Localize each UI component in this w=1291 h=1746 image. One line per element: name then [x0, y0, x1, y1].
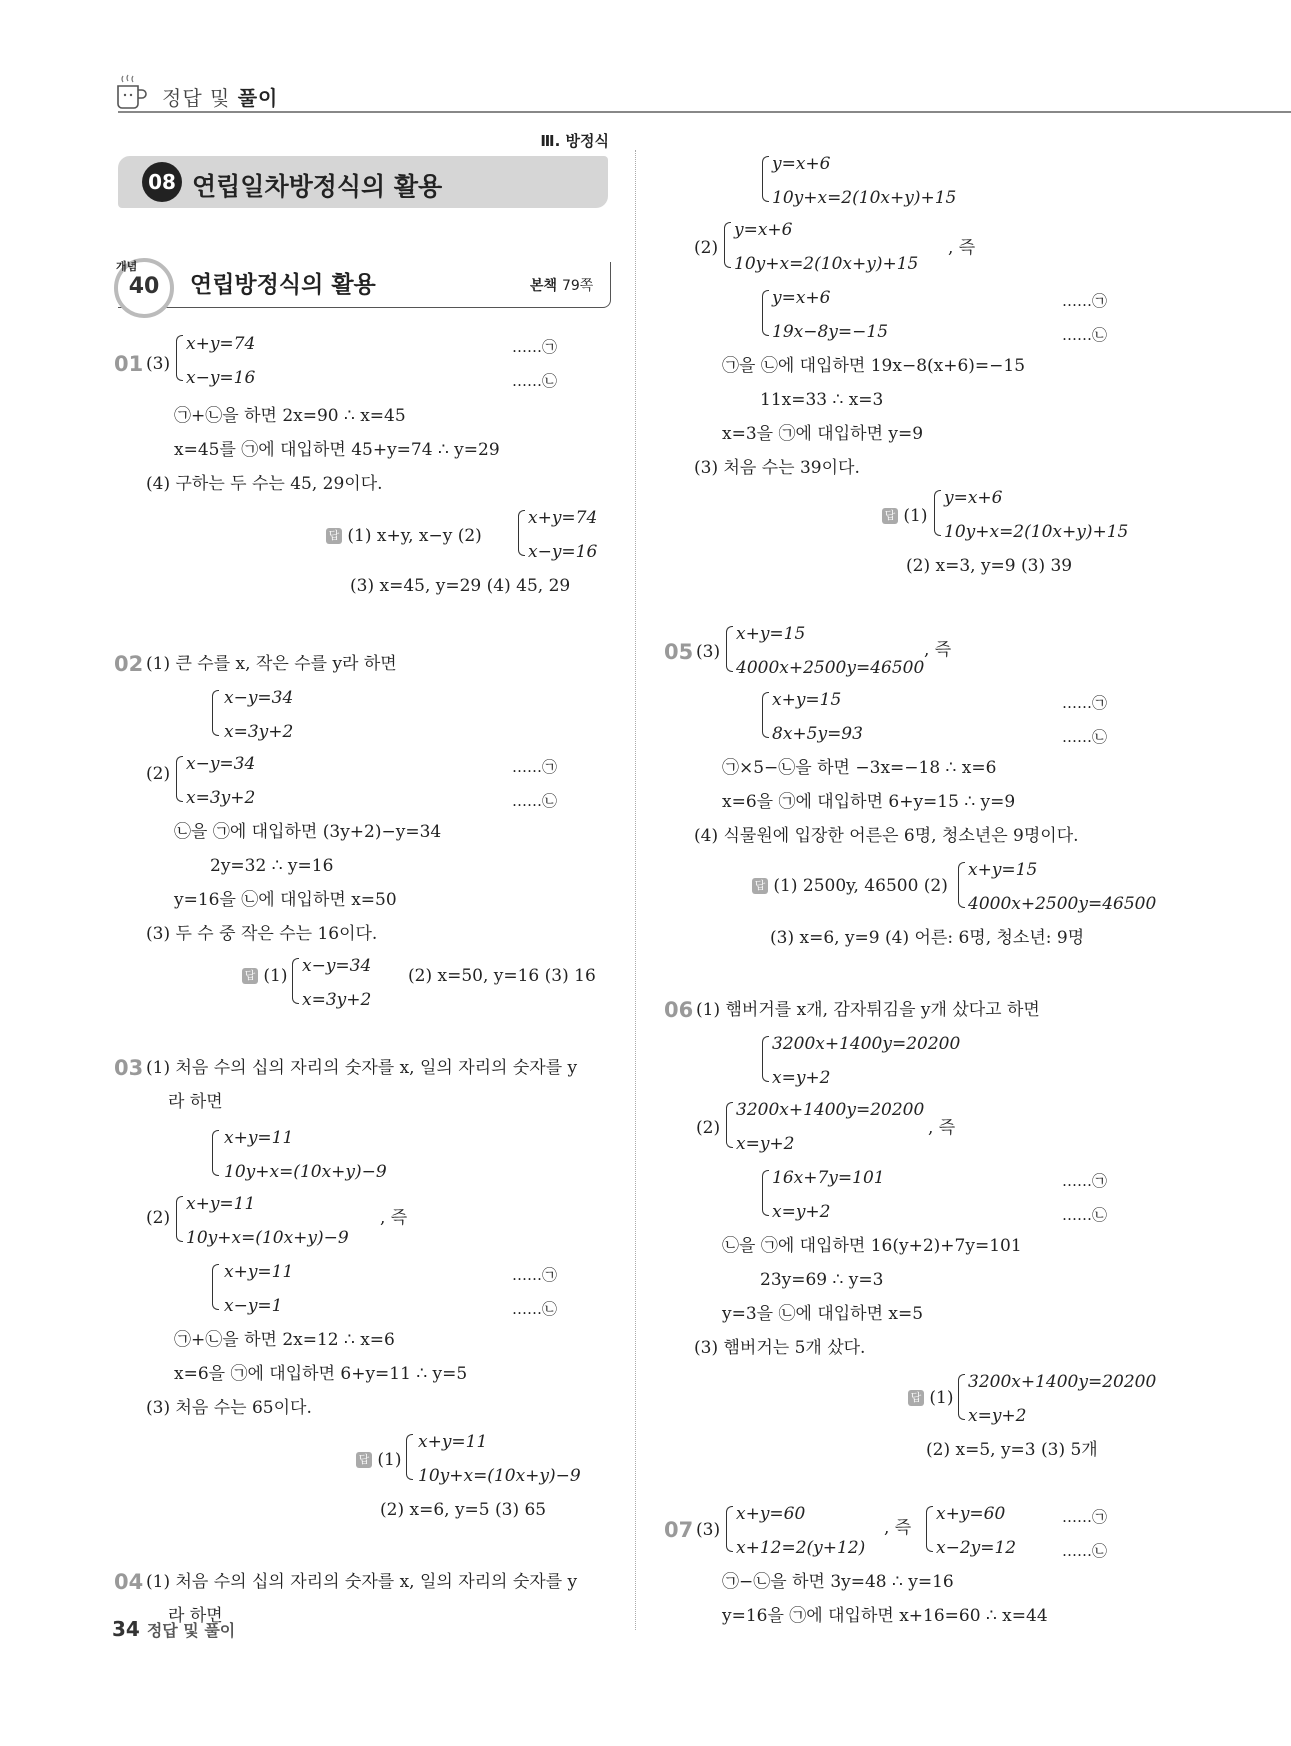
brace: [724, 222, 731, 268]
question-number: 03: [114, 1056, 144, 1080]
q04-eq: 19x−8y=−15: [772, 322, 889, 342]
q06-then: , 즉: [928, 1118, 956, 1138]
q06-answer: [908, 1388, 954, 1408]
q03-answer: [356, 1450, 402, 1470]
q03-line: 라 하면: [168, 1092, 223, 1112]
unit-label: Ⅲ. 방정식: [540, 132, 609, 150]
q02-eq: x=3y+2: [224, 722, 294, 742]
concept-page-ref: [530, 275, 593, 295]
header-title-b: 풀이: [237, 86, 279, 110]
q05-line: ㉠×5−㉡을 하면 −3x=−18 ∴ x=6: [722, 758, 997, 778]
page-footer: [112, 1617, 235, 1641]
tag-a: ……㉠: [512, 758, 558, 776]
brace: [726, 626, 733, 672]
q06-line: y=3을 ㉡에 대입하면 x=5: [722, 1304, 924, 1324]
q02-line: (3) 두 수 중 작은 수는 16이다.: [146, 924, 378, 944]
q02-line: y=16을 ㉡에 대입하면 x=50: [174, 890, 397, 910]
q02-eq: x=3y+2: [186, 788, 256, 808]
tag-b: ……㉡: [1062, 1542, 1108, 1560]
q06-eq: 3200x+1400y=20200: [736, 1100, 925, 1120]
q03-line: ㉠+㉡을 하면 2x=12 ∴ x=6: [174, 1330, 395, 1350]
q04-line: 라 하면: [168, 1606, 223, 1626]
q06-eq: 3200x+1400y=20200: [772, 1034, 961, 1054]
question-number: 02: [114, 652, 144, 676]
brace: [934, 490, 941, 536]
q04-answer-eq: 10y+x=2(10x+y)+15: [944, 522, 1129, 542]
question-number: 05: [664, 640, 694, 664]
brace: [762, 1170, 769, 1216]
q07-eq: x−2y=12: [936, 1538, 1017, 1558]
brace: [212, 690, 219, 736]
brace: [176, 756, 183, 802]
q06-answer-eq: x=y+2: [968, 1406, 1027, 1426]
brace: [762, 156, 769, 202]
q02-answer-a: (1): [263, 966, 288, 986]
q04-line: (1) 처음 수의 십의 자리의 숫자를 x, 일의 자리의 숫자를 y: [146, 1572, 578, 1592]
q07-eq: x+y=60: [936, 1504, 1006, 1524]
q01-line: ㉠+㉡을 하면 2x=90 ∴ x=45: [174, 406, 406, 426]
brace: [212, 1264, 219, 1310]
tag-a: ……㉠: [512, 338, 558, 356]
header-title-a: 정답 및: [162, 86, 238, 110]
q05-eq: x+y=15: [772, 690, 842, 710]
q03-eq: 10y+x=(10x+y)−9: [186, 1228, 349, 1248]
brace: [958, 862, 965, 908]
q01-eq2: x−y=16: [186, 368, 256, 388]
q01-answer-eq2: x−y=16: [528, 542, 598, 562]
q02-answer: [242, 966, 288, 986]
q03-line: (3) 처음 수는 65이다.: [146, 1398, 312, 1418]
q04-then: , 즉: [948, 238, 976, 258]
q02-line: 2y=32 ∴ y=16: [210, 856, 334, 876]
tag-b: ……㉡: [1062, 326, 1108, 344]
q03-eq: 10y+x=(10x+y)−9: [224, 1162, 387, 1182]
brace: [518, 510, 525, 556]
footer-text: 정답 및 풀이: [146, 1621, 236, 1640]
q03-then: , 즉: [380, 1208, 408, 1228]
q06-line: (1) 햄버거를 x개, 감자튀김을 y개 샀다고 하면: [696, 1000, 1040, 1020]
q04-answer-a: (1): [903, 506, 928, 526]
q06-line: ㉡을 ㉠에 대입하면 16(y+2)+7y=101: [722, 1236, 1022, 1256]
q06-answer-2: (2) x=5, y=3 (3) 5개: [926, 1440, 1098, 1460]
q07-part3: (3): [696, 1520, 721, 1540]
q03-line: x=6을 ㉠에 대입하면 6+y=11 ∴ y=5: [174, 1364, 468, 1384]
q01-line: (4) 구하는 두 수는 45, 29이다.: [146, 474, 383, 494]
q05-then: , 즉: [924, 640, 952, 660]
answer-icon: 답: [908, 1390, 924, 1406]
answer-icon: 답: [882, 508, 898, 524]
brace: [292, 958, 299, 1004]
question-number: 04: [114, 1570, 144, 1594]
concept-ref-a: 본책: [530, 278, 562, 294]
q03-answer-eq: x+y=11: [418, 1432, 488, 1452]
q03-eq: x+y=11: [224, 1128, 294, 1148]
header-title: [162, 82, 278, 111]
q04-answer-eq: y=x+6: [944, 488, 1003, 508]
tag-b: ……㉡: [1062, 728, 1108, 746]
brace: [926, 1506, 933, 1552]
q04-eq: 10y+x=2(10x+y)+15: [772, 188, 957, 208]
q03-eq: x+y=11: [224, 1262, 294, 1282]
question-number: 01: [114, 352, 144, 376]
tag-b: ……㉡: [512, 1300, 558, 1318]
q03-answer-eq: 10y+x=(10x+y)−9: [418, 1466, 581, 1486]
q04-eq: y=x+6: [734, 220, 793, 240]
brace: [762, 1036, 769, 1082]
q06-eq: x=y+2: [736, 1134, 795, 1154]
tag-a: ……㉠: [512, 1266, 558, 1284]
question-number: 07: [664, 1518, 694, 1542]
q05-answer-eq: x+y=15: [968, 860, 1038, 880]
brace: [176, 1196, 183, 1242]
q02-line: ㉡을 ㉠에 대입하면 (3y+2)−y=34: [174, 822, 442, 842]
q03-answer-a: (1): [377, 1450, 402, 1470]
chapter-banner: [118, 156, 608, 208]
q01-answer: [326, 526, 482, 546]
brace: [726, 1102, 733, 1148]
q04-eq: y=x+6: [772, 288, 831, 308]
brace: [406, 1434, 413, 1480]
concept-ref-b: 79쪽: [561, 278, 594, 294]
q06-eq: 16x+7y=101: [772, 1168, 885, 1188]
q05-line: (4) 식물원에 입장한 어른은 6명, 청소년은 9명이다.: [694, 826, 1079, 846]
tag-b: ……㉡: [1062, 1206, 1108, 1224]
q06-part2: (2): [696, 1118, 721, 1138]
tag-a: ……㉠: [1062, 292, 1108, 310]
tag-b: ……㉡: [512, 372, 558, 390]
brace: [176, 335, 183, 381]
q01-answer-eq1: x+y=74: [528, 508, 598, 528]
q05-eq: 4000x+2500y=46500: [736, 658, 925, 678]
q05-answer-a: (1) 2500y, 46500 (2): [773, 876, 948, 896]
q02-eq: x−y=34: [224, 688, 294, 708]
q05-answer-eq: 4000x+2500y=46500: [968, 894, 1157, 914]
q07-line: y=16을 ㉠에 대입하면 x+16=60 ∴ x=44: [722, 1606, 1048, 1626]
q05-answer: [752, 876, 948, 896]
answer-icon: 답: [752, 878, 768, 894]
q06-line: (3) 햄버거는 5개 샀다.: [694, 1338, 866, 1358]
tag-b: ……㉡: [512, 792, 558, 810]
q06-line: 23y=69 ∴ y=3: [760, 1270, 884, 1290]
answer-icon: 답: [326, 528, 342, 544]
q03-eq: x−y=1: [224, 1296, 283, 1316]
page-number: 34: [112, 1617, 140, 1641]
concept-number: 40: [128, 274, 160, 299]
brace: [212, 1130, 219, 1176]
brace: [958, 1374, 965, 1420]
q07-eq: x+y=60: [736, 1504, 806, 1524]
q01-part3: (3): [146, 354, 171, 374]
brace: [762, 290, 769, 336]
q06-answer-eq: 3200x+1400y=20200: [968, 1372, 1157, 1392]
concept-title: 연립방정식의 활용: [190, 272, 376, 298]
concept-badge: [114, 258, 174, 318]
q04-line: x=3을 ㉠에 대입하면 y=9: [722, 424, 924, 444]
q02-eq: x−y=34: [186, 754, 256, 774]
q03-answer-2: (2) x=6, y=5 (3) 65: [380, 1500, 547, 1520]
q04-answer: [882, 506, 928, 526]
chapter-number: 08: [142, 162, 182, 202]
q01-answer-2: (3) x=45, y=29 (4) 45, 29: [350, 576, 571, 596]
brace: [726, 1506, 733, 1552]
q05-line: x=6을 ㉠에 대입하면 6+y=15 ∴ y=9: [722, 792, 1016, 812]
q04-line: 11x=33 ∴ x=3: [760, 390, 884, 410]
tag-a: ……㉠: [1062, 1508, 1108, 1526]
q01-eq1: x+y=74: [186, 334, 256, 354]
concept-label: 개념: [116, 260, 138, 273]
q03-eq: x+y=11: [186, 1194, 256, 1214]
q02-part2: (2): [146, 764, 171, 784]
q02-answer-eq: x−y=34: [302, 956, 372, 976]
q04-eq: y=x+6: [772, 154, 831, 174]
q04-line: ㉠을 ㉡에 대입하면 19x−8(x+6)=−15: [722, 356, 1026, 376]
q02-answer-eq: x=3y+2: [302, 990, 372, 1010]
question-number: 06: [664, 998, 694, 1022]
q07-eq: x+12=2(y+12): [736, 1538, 866, 1558]
answer-icon: 답: [356, 1452, 372, 1468]
q06-eq: x=y+2: [772, 1068, 831, 1088]
q07-then: , 즉: [884, 1518, 912, 1538]
q03-line: (1) 처음 수의 십의 자리의 숫자를 x, 일의 자리의 숫자를 y: [146, 1058, 578, 1078]
chapter-title: 연립일차방정식의 활용: [192, 172, 443, 201]
q02-answer-2: (2) x=50, y=16 (3) 16: [408, 966, 596, 986]
header-mug-icon: [112, 72, 148, 116]
answer-icon: 답: [242, 968, 258, 984]
q04-eq: 10y+x=2(10x+y)+15: [734, 254, 919, 274]
header-rule: [118, 111, 1291, 113]
q03-part2: (2): [146, 1208, 171, 1228]
q05-eq: 8x+5y=93: [772, 724, 863, 744]
tag-a: ……㉠: [1062, 694, 1108, 712]
q04-part2: (2): [694, 238, 719, 258]
q02-line: (1) 큰 수를 x, 작은 수를 y라 하면: [146, 654, 397, 674]
tag-a: ……㉠: [1062, 1172, 1108, 1190]
q06-eq: x=y+2: [772, 1202, 831, 1222]
q06-answer-a: (1): [929, 1388, 954, 1408]
q01-line: x=45를 ㉠에 대입하면 45+y=74 ∴ y=29: [174, 440, 500, 460]
q07-line: ㉠−㉡을 하면 3y=48 ∴ y=16: [722, 1572, 954, 1592]
brace: [762, 692, 769, 738]
column-divider: [635, 150, 636, 1630]
q04-answer-2: (2) x=3, y=9 (3) 39: [906, 556, 1073, 576]
q01-answer-a: (1) x+y, x−y (2): [347, 526, 482, 546]
q05-eq: x+y=15: [736, 624, 806, 644]
q05-part3: (3): [696, 642, 721, 662]
q05-answer-2: (3) x=6, y=9 (4) 어른: 6명, 청소년: 9명: [770, 928, 1085, 948]
q04-line: (3) 처음 수는 39이다.: [694, 458, 860, 478]
